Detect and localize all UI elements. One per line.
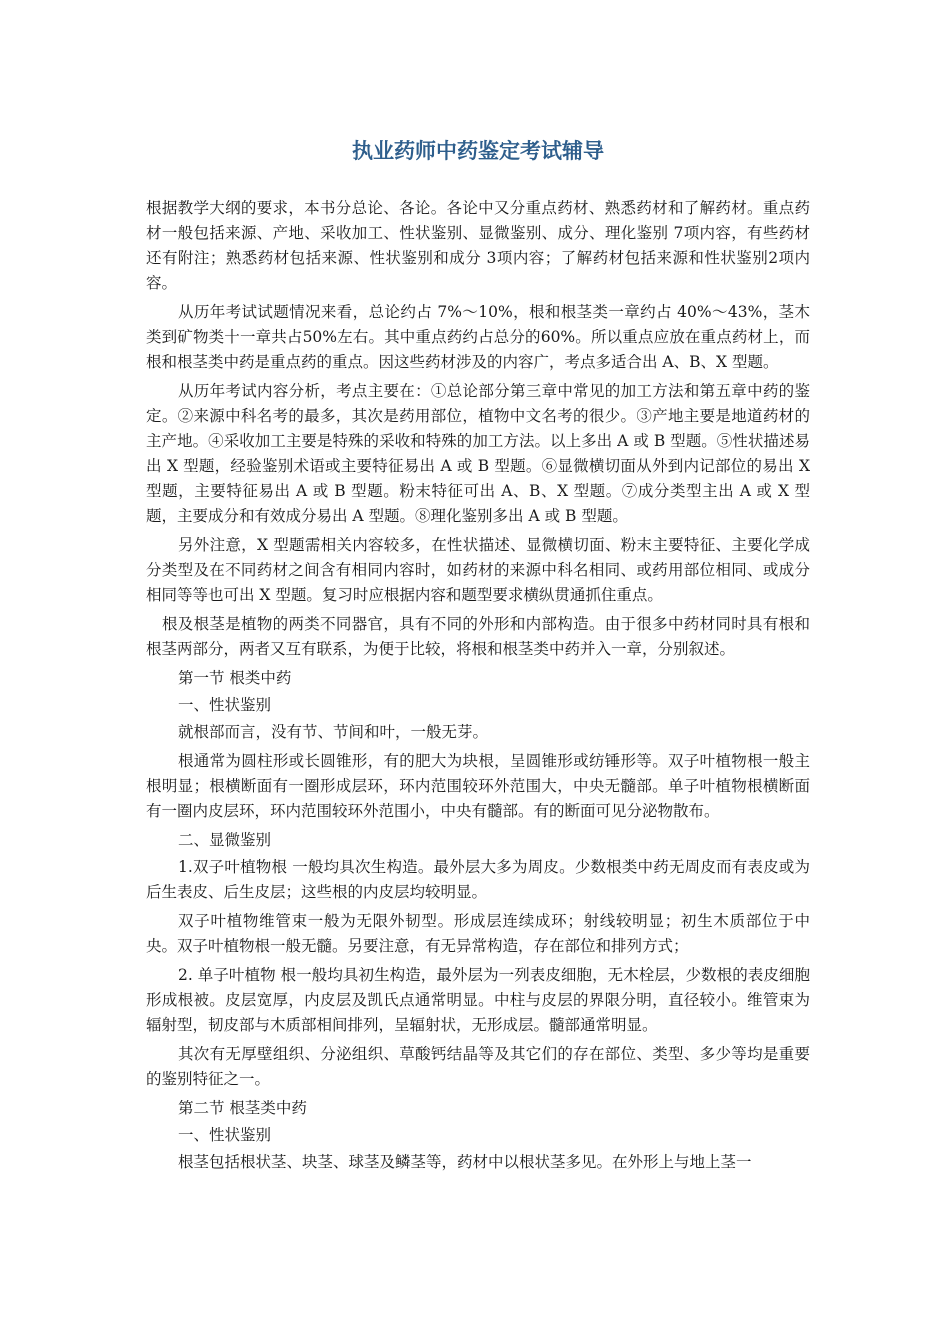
paragraph-rhizome-types: 根茎包括根状茎、块茎、球茎及鳞茎等，药材中以根状茎多见。在外形上与地上茎一: [178, 1153, 752, 1171]
paragraph-root-rhizome-intro: 根及根茎是植物的两类不同器官，具有不同的外形和内部构造。由于很多中药材同时具有根和根茎两部分，两者又互有联系，为便于比较，将根和根茎类中药并入一章，分别叙述。: [146, 615, 810, 658]
paragraph-exam-history: 从历年考试试题情况来看，总论约占 7%～10%，根和根茎类一章约占 40%～43%，茎木类到矿物类十一章共占50%左右。其中重点药约占总分的60%。所以重点应放在重点药材上，而根和根茎类中药是重点药的重点。因这些药材涉及的内容广，考点多适合出 A、B、X 型题。: [146, 303, 810, 371]
paragraph-dicot-root: 1.双子叶植物根 一般均具次生构造。最外层大多为周皮。少数根类中药无周皮而有表皮或为后生表皮、后生皮层；这些根的内皮层均较明显。: [146, 858, 810, 901]
paragraph-monocot-root: 2. 单子叶植物 根一般均具初生构造，最外层为一列表皮细胞，无木栓层，少数根的表皮细胞形成根被。皮层宽厚，内皮层及凯氏点通常明显。中柱与皮层的界限分明，直径较小。维管束为辐射型，韧皮部与木质部相间排列，呈辐射状，无形成层。髓部通常明显。: [146, 966, 810, 1034]
subsection-heading-2-1: 一、性状鉴别: [178, 1126, 272, 1144]
paragraph-dicot-vascular: 双子叶植物维管束一般为无限外韧型。形成层连续成环；射线较明显；初生木质部位于中央。双子叶植物根一般无髓。另要注意，有无异常构造，存在部位和排列方式；: [146, 912, 810, 955]
section-heading-1: 第一节 根类中药: [178, 669, 292, 687]
paragraph-x-type-note: 另外注意，X 型题需相关内容较多，在性状描述、显微横切面、粉末主要特征、主要化学成分类型及在不同药材之间含有相同内容时，如药材的来源中科名相同、或药用部位相同、或成分相同等等也可出 X 型题。复习时应根据内容和题型要求横纵贯通抓住重点。: [146, 536, 810, 604]
document-page: [146, 136, 810, 1179]
document-title: 执业药师中药鉴定考试辅导: [352, 138, 604, 163]
section-heading-2: 第二节 根茎类中药: [178, 1099, 307, 1117]
paragraph-root-shape: 根通常为圆柱形或长圆锥形，有的肥大为块根，呈圆锥形或纺锤形等。双子叶植物根一般主根明显；根横断面有一圈形成层环，环内范围较环外范围大，中央无髓部。单子叶植物根横断面有一圈内皮层环，环内范围较环外范围小，中央有髓部。有的断面可见分泌物散布。: [146, 752, 810, 820]
subsection-heading-1-1: 一、性状鉴别: [178, 696, 272, 714]
paragraph-intro: 根据教学大纲的要求，本书分总论、各论。各论中又分重点药材、熟悉药材和了解药材。重点药材一般包括来源、产地、采收加工、性状鉴别、显微鉴别、成分、理化鉴别 7项内容，有些药材还有附注；熟悉药材包括来源、性状鉴别和成分 3项内容；了解药材包括来源和性状鉴别2项内容。: [146, 199, 810, 292]
paragraph-root-features: 就根部而言，没有节、节间和叶，一般无芽。: [178, 723, 489, 741]
paragraph-exam-points: 从历年考试内容分析，考点主要在：①总论部分第三章中常见的加工方法和第五章中药的鉴定。②来源中科名考的最多，其次是药用部位，植物中文名考的很少。③产地主要是地道药材的主产地。④采收加工主要是特殊的采收和特殊的加工方法。以上多出 A 或 B 型题。⑤性状描述易出 X 型题，经验鉴别术语或主要特征易出 A 或 B 型题。⑥显微横切面从外到内记部位的易出 X 型题，主要特征易出 A 或 B 型题。粉末特征可出 A、B、X 型题。⑦成分类型主出 A 或 X 型题，主要成分和有效成分易出 A 型题。⑧理化鉴别多出 A 或 B 型题。: [146, 382, 810, 525]
subsection-heading-1-2: 二、显微鉴别: [178, 831, 272, 849]
paragraph-other-tissues: 其次有无厚壁组织、分泌组织、草酸钙结晶等及其它们的存在部位、类型、多少等均是重要的鉴别特征之一。: [146, 1045, 810, 1088]
